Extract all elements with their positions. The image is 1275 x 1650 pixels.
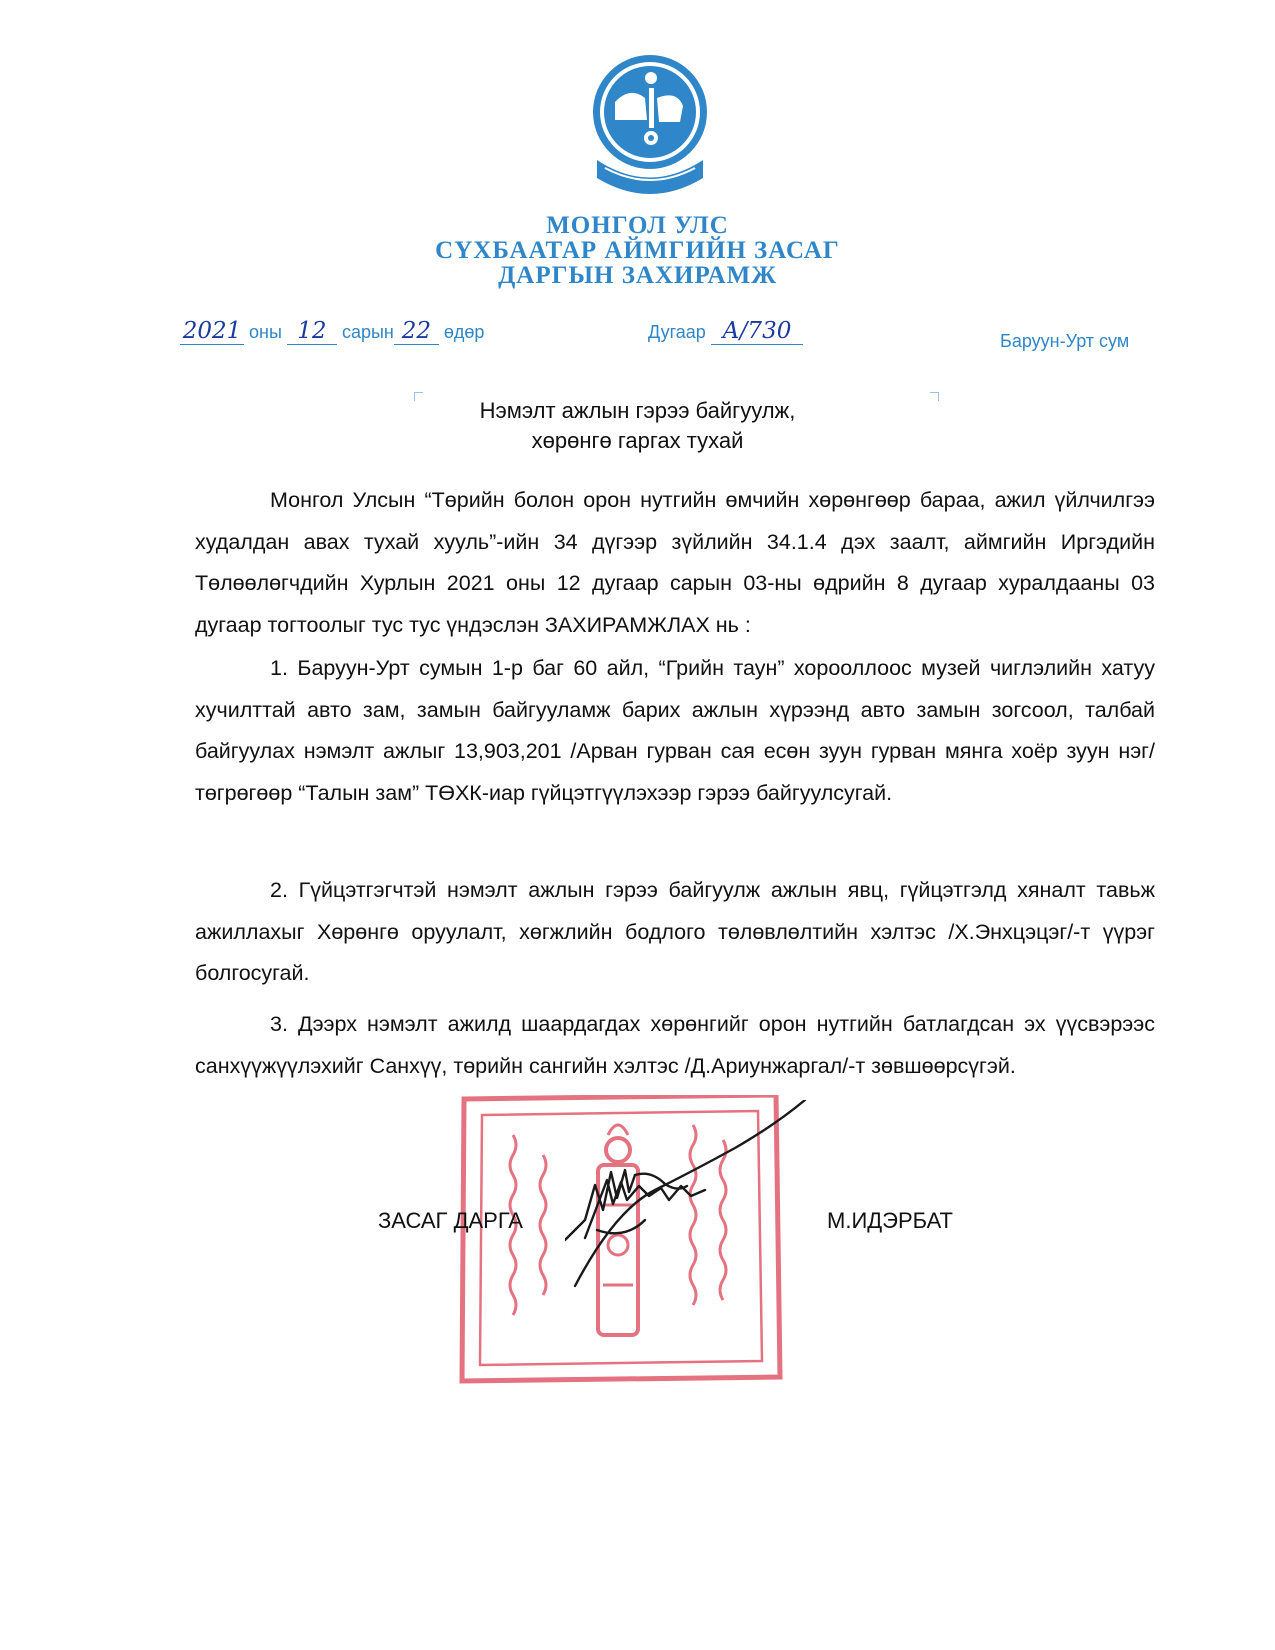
signer-title: ЗАСАГ ДАРГА: [378, 1208, 523, 1233]
intro-paragraph: Монгол Улсын “Төрийн болон орон нутгийн өмчийн хөрөнгөөр бараа, ажил үйлчилгээ худалдан авах тухай хууль”-ийн 34 дүгээр зүйлийн 34.1.4 дэх заалт, аймгийн Иргэдийн Төлөөлөгчдийн Хурлын 2021 оны 12 дугаар сарын 03-ны өдрийн 8 дугаар хуралдааны 03 дугаар тогтоолыг тус тус үндэслэн ЗАХИРАМЖЛАХ нь :: [195, 488, 1155, 637]
decree-item-1: 1. Баруун-Урт сумын 1-р баг 60 айл, “Грийн таун” хорооллоос музей чиглэлийн хатуу хучилттай авто зам, замын байгууламж барих ажлын хүрээнд авто замын зогсоол, талбай байгуулах нэмэлт ажлыг 13,903,201 /Арван гурван сая есөн зуун гурван мянга хоёр зуун нэг/ төгрөгөөр “Талын зам” ТӨХК-иар гүйцэтгүүлэхээр гэрээ байгуулсугай.: [195, 656, 1155, 805]
header-line-1: МОНГОЛ УЛС: [546, 212, 729, 239]
document-number: [648, 318, 803, 345]
date-day: 22: [394, 318, 439, 345]
number-value: А/730: [711, 318, 803, 345]
date-year: 2021: [180, 318, 244, 345]
date-year-label: оны: [249, 322, 282, 342]
date-day-label: өдөр: [443, 322, 485, 342]
decree-item-3: 3. Дээрх нэмэлт ажилд шаардагдах хөрөнгийг орон нутгийн батлагдсан эх үүсвэрээс санхүүжүүлэхийг Санхүү, төрийн сангийн хэлтэс /Д.Ариунжаргал/-т зөвшөөрсүгэй.: [195, 1012, 1155, 1078]
signer-name: М.ИДЭРБАТ: [827, 1208, 953, 1233]
date-month: 12: [287, 318, 337, 345]
document-place: Баруун-Урт сум: [1000, 331, 1130, 351]
number-label: Дугаар: [648, 322, 706, 342]
header-line-2: СҮХБААТАР АЙМГИЙН ЗАСАГ: [435, 237, 840, 264]
header-line-3: ДАРГЫН ЗАХИРАМЖ: [498, 262, 777, 289]
handwritten-signature: [565, 1100, 845, 1300]
subject-line-1: Нэмэлт ажлын гэрээ байгуулж,: [479, 398, 796, 423]
state-emblem-icon: [585, 50, 715, 200]
subject-line-2: хөрөнгө гаргах тухай: [531, 428, 744, 453]
decree-item-2: 2. Гүйцэтгэгчтэй нэмэлт ажлын гэрээ байгуулж ажлын явц, гүйцэтгэлд хяналт тавьж ажиллахыг Хөрөнгө оруулалт, хөгжлийн бодлого төлөвлөлтийн хэлтэс /Х.Энхцэцэг/-т үүрэг болгосугай.: [195, 878, 1155, 985]
date-month-label: сарын: [341, 322, 394, 342]
document-date: [180, 318, 484, 345]
